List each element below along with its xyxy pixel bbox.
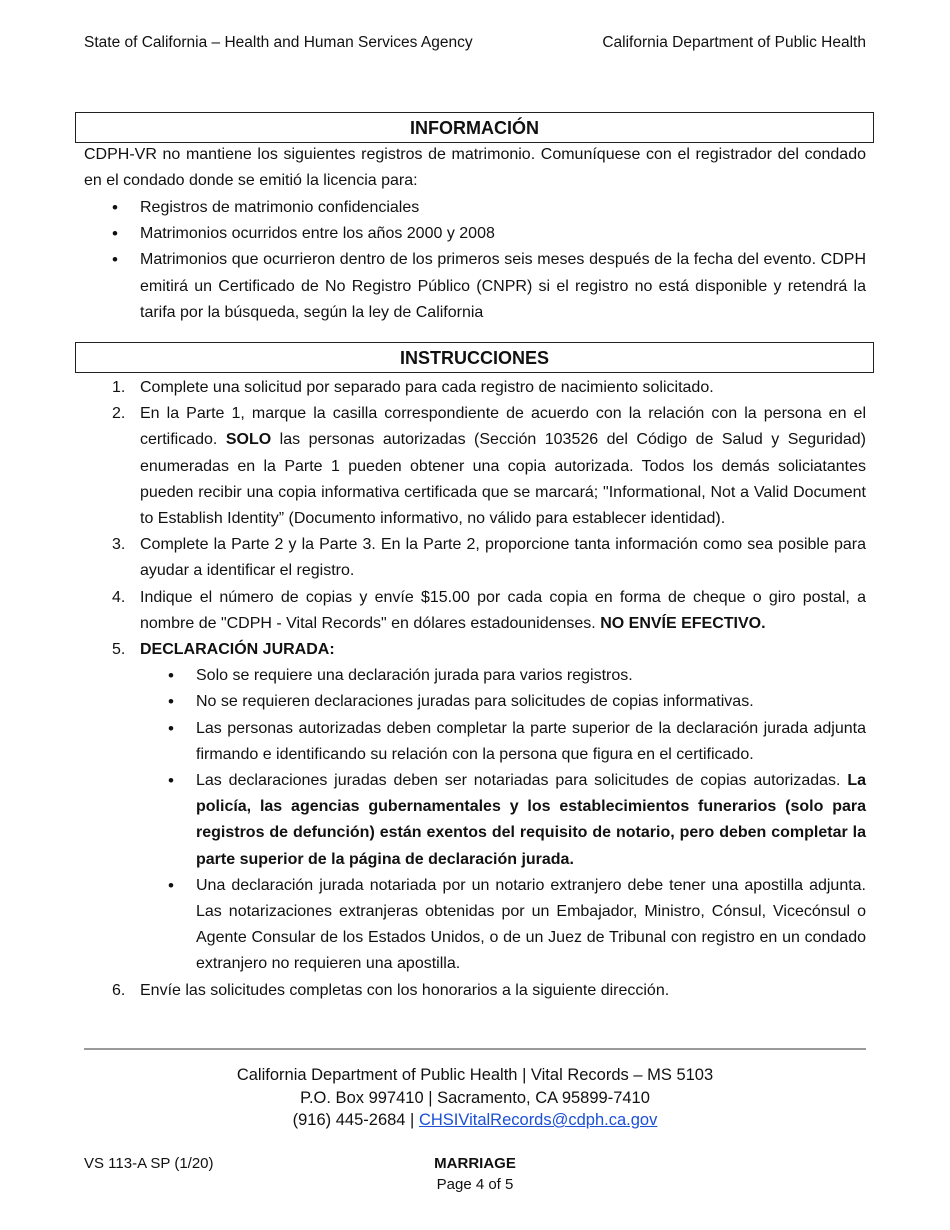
instructions-list	[112, 375, 866, 1004]
instruction-step-1	[112, 375, 866, 401]
information-item: • Matrimonios que ocurrieron dentro de los primeros seis meses después de la fecha del evento. CDPH emitirá un Certificado de No Registro Público (CNPR) si el registro no está disponible y retendrá la tarifa por la búsqueda, según la ley de California	[112, 247, 866, 326]
footer-divider	[84, 1048, 866, 1050]
information-item: • Matrimonios ocurridos entre los años 2000 y 2008	[112, 221, 866, 247]
footer-address-line: P.O. Box 997410 | Sacramento, CA 95899-7410	[300, 1088, 650, 1107]
header-department: California Department of Public Health	[602, 34, 866, 51]
affidavit-text: No se requieren declaraciones juradas para solicitudes de copias informativas.	[196, 693, 754, 711]
footer-address-line: California Department of Public Health | Vital Records – MS 5103	[236, 1066, 714, 1084]
step-emphasis: NO ENVÍE EFECTIVO.	[600, 614, 766, 632]
form-type: MARRIAGE	[434, 1155, 516, 1172]
affidavit-item: • Las personas autorizadas deben completar la parte superior de la declaración jurada adjunta firmando e identificando su relación con la persona que figura en el certificado.	[168, 718, 866, 763]
step-heading: DECLARACIÓN JURADA:	[140, 641, 335, 659]
affidavit-text: Las personas autorizadas deben completar la parte superior de la declaración jurada adjunta firmando e identificando su relación con la persona que figura en el certificado.	[196, 719, 866, 763]
instruction-step-2	[112, 401, 866, 532]
step-number: 2.	[112, 405, 126, 423]
step-text: Complete una solicitud por separado para cada registro de nacimiento solicitado.	[140, 379, 714, 396]
affidavit-emphasis: La policía, las agencias gubernamentales y los establecimientos funerarios (solo para registros de defunción) están exentos del requisito de notario, pero deben completar la parte superior de la página de declaración jurada.	[196, 772, 867, 868]
instructions-heading: INSTRUCCIONES	[75, 342, 874, 373]
step-number: 1.	[112, 379, 126, 396]
instruction-step-3	[112, 532, 866, 584]
information-intro: CDPH-VR no mantiene los siguientes registros de matrimonio. Comuníquese con el registrador del condado en el condado donde se emitió la licencia para:	[84, 146, 866, 190]
header-agency: State of California – Health and Human Services Agency	[84, 34, 473, 51]
instruction-step-4	[112, 585, 866, 637]
step-text: Indique el número de copias y envíe $15.00 por cada copia en forma de cheque o giro postal, a nombre de "CDPH - Vital Records" en dólares estadounidenses.	[140, 588, 866, 632]
footer-email-link[interactable]: CHSIVitalRecords@cdph.ca.gov	[418, 1111, 658, 1129]
affidavit-text: Una declaración jurada notariada por un notario extranjero debe tener una apostilla adjunta. Las notarizaciones extranjeras obtenidas por un Embajador, Ministro, Cónsul, Vicecónsul o Agente Consular de los Estados Unidos, o de un Juez de Tribunal con registro en un condado extranjero no requieren una apostilla.	[196, 876, 866, 973]
step-text: En la Parte 1, marque la casilla correspondiente de acuerdo con la relación con la persona en el certificado.	[140, 405, 866, 449]
step-text: Complete la Parte 2 y la Parte 3. En la Parte 2, proporcione tanta información como sea posible para ayudar a identificar el registro.	[140, 536, 866, 580]
page-number: Page 4 of 5	[436, 1176, 514, 1193]
affidavit-item: • Las declaraciones juradas deben ser notariadas para solicitudes de copias autorizadas. La policía, las agencias gubernamentales y los establecimientos funerarios (solo para registros de defunción) están exentos del requisito de notario, pero deben completar la parte superior de la página de declaración jurada.	[168, 771, 867, 868]
instruction-step-5	[112, 637, 866, 978]
step-emphasis: SOLO	[225, 431, 272, 449]
affidavit-item: • Una declaración jurada notariada por un notario extranjero debe tener una apostilla adjunta. Las notarizaciones extranjeras obtenidas por un Embajador, Ministro, Cónsul, Vicecónsul o Agente Consular de los Estados Unidos, o de un Juez de Tribunal con registro en un condado extranjero no requieren una apostilla.	[168, 875, 866, 973]
step-number: 4.	[112, 588, 126, 606]
step-number: 3.	[112, 536, 126, 554]
affidavit-text: Solo se requiere una declaración jurada para varios registros.	[196, 667, 633, 685]
step-text: las personas autorizadas (Sección 103526 del Código de Salud y Seguridad) enumeradas en la Parte 1 pueden obtener una copia autorizada. Todos los demás soliciatantes pueden recibir una copia informativa certificada que se marcará; "Informational, Not a Valid Document to Establish Identity” (Documento informativo, no válido para establecer identidad).	[140, 431, 866, 528]
step-number: 6.	[112, 981, 126, 999]
affidavit-item: • No se requieren declaraciones juradas para solicitudes de copias informativas.	[168, 692, 754, 712]
information-heading: INFORMACIÓN	[75, 112, 874, 143]
footer-phone: (916) 445-2684 |	[292, 1111, 415, 1129]
instruction-step-6	[112, 978, 866, 1004]
information-list	[112, 195, 866, 326]
step-text: Envíe las solicitudes completas con los honorarios a la siguiente dirección.	[140, 981, 670, 999]
footer-address	[0, 1064, 950, 1132]
form-number: VS 113-A SP (1/20)	[84, 1155, 214, 1172]
affidavit-item: • Solo se requiere una declaración jurada para varios registros.	[168, 666, 633, 686]
affidavit-list	[140, 663, 866, 977]
information-item: • Registros de matrimonio confidenciales	[112, 195, 866, 221]
footer-contact	[0, 1109, 950, 1132]
step-number: 5.	[112, 641, 126, 659]
affidavit-text: Las declaraciones juradas deben ser notariadas para solicitudes de copias autorizadas.	[196, 772, 841, 790]
